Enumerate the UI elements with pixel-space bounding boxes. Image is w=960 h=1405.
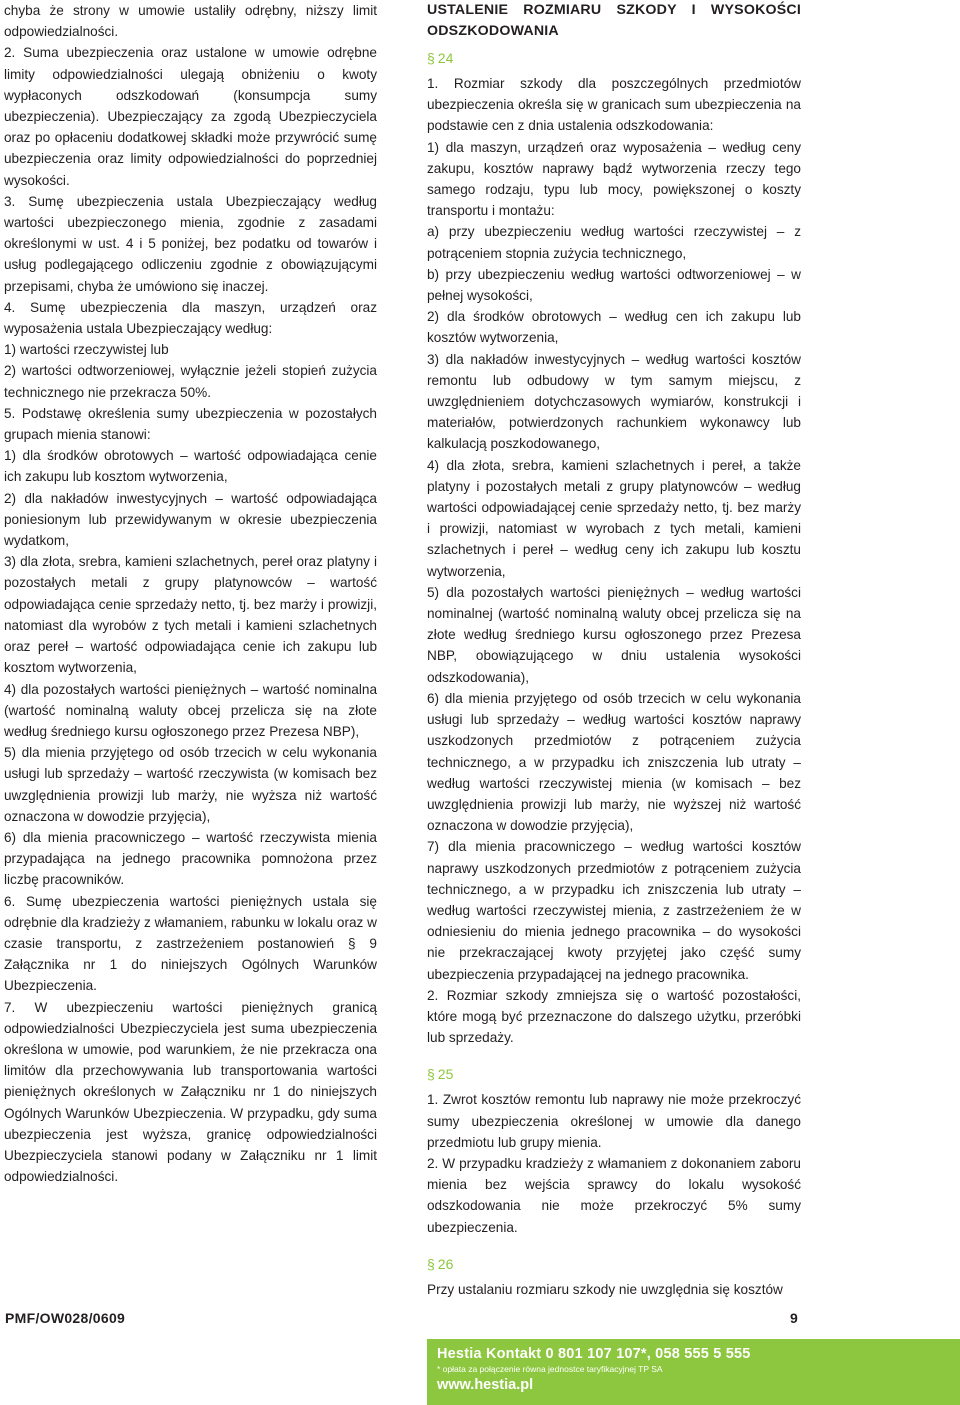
paragraph: 6) dla mienia przyjętego od osób trzecich w celu wykonania usługi lub sprzedaży – według wartości kosztów naprawy uszkodzonych przedmiotów z potrąceniem zużycia technicznego, a w przypadku ich zniszczenia lub utraty – według wartości rzeczywistej mienia (w komisach – bez uwzględnienia prowizji lub marży, nie wyższej niż wartość oznaczona w dowodzie przyjęcia), (427, 690, 801, 834)
paragraph: Przy ustalaniu rozmiaru szkody nie uwzględnia się kosztów (427, 1281, 783, 1297)
paragraph: 4) dla złota, srebra, kamieni szlachetnych i pereł, a także platyny i pozostałych metali z grupy platynowców – według wartości odpowiadającej cenie sprzedaży netto, tj. bez marży i prowizji, natomiast w wyrobach z tych metali, kamieni szlachetnych i pereł – według ceny ich zakupu lub kosztu wytworzenia, (427, 457, 801, 579)
section-mark: § (427, 1255, 435, 1272)
paragraph: 5) dla mienia przyjętego od osób trzecich w celu wykonania usługi lub sprzedaży – wartość rzeczywista (w komisach bez uwzględnienia prowizji lub marży, nie wyższa niż wartość oznaczona w dowodzie przyjęcia), (4, 745, 377, 824)
paragraph: a) przy ubezpieczeniu według wartości rzeczywistej – z potrąceniem stopnia zużycia technicznego, (427, 224, 801, 261)
contact-phone-line: Hestia Kontakt 0 801 107 107*, 058 555 5 555 (437, 1346, 751, 1362)
paragraph: 3) dla nakładów inwestycyjnych – według wartości kosztów remontu lub odbudowy w tym samym miejscu, z uwzględnieniem dotychczasowych wymiarów, konstrukcji i materiałów, potwierdzonych rachunkiem wykonawcy lub kalkulacją poszkodowanego, (427, 351, 801, 452)
paragraph: 5. Podstawę określenia sumy ubezpieczenia w pozostałych grupach mienia stanowi: (4, 405, 377, 443)
paragraph: 1) dla maszyn, urządzeń oraz wyposażenia – według ceny zakupu, kosztów naprawy bądź wytworzenia rzeczy tego samego rodzaju, typu lub mocy, powiększonej o koszty transportu i montażu: (427, 139, 801, 219)
paragraph: 4. Sumę ubezpieczenia dla maszyn, urządzeń oraz wyposażenia ustala Ubezpieczający według: (4, 299, 377, 337)
section-number: 25 (437, 1066, 454, 1083)
paragraph: 1) wartości rzeczywistej lub (4, 342, 169, 358)
contact-banner (427, 1339, 960, 1405)
paragraph: 1. Rozmiar szkody dla poszczególnych przedmiotów ubezpieczenia określa się w granicach sum ubezpieczenia na podstawie cen z dnia ustalenia odszkodowania: (427, 76, 801, 134)
section-number-26 (427, 1254, 801, 1274)
paragraph: 2) dla środków obrotowych – według cen ich zakupu lub kosztów wytworzenia, (427, 309, 801, 346)
section-number: 24 (437, 50, 454, 66)
section-mark: § (427, 1066, 435, 1083)
paragraph: 6. Sumę ubezpieczenia wartości pieniężnych ustala się odrębnie dla kradzieży z włamaniem, rabunku w lokalu oraz w czasie transportu, z zastrzeżeniem postanowień § 9 Załącznika nr 1 do niniejszych Ogólnych Warunków Ubezpieczenia. (4, 893, 377, 994)
paragraph: 1) dla środków obrotowych – wartość odpowiadająca cenie ich zakupu lub kosztom wytworzenia, (4, 448, 377, 485)
page-number: 9 (790, 1310, 798, 1326)
paragraph: b) przy ubezpieczeniu według wartości odtworzeniowej – w pełnej wysokości, (427, 266, 801, 304)
website-link[interactable]: www.hestia.pl (437, 1377, 534, 1393)
paragraph: 5) dla pozostałych wartości pieniężnych – według wartości nominalnej (wartość nominalną waluty obcej przelicza się na złote według średniego kursu ogłoszonego przez Prezesa NBP, obowiązującego w dniu ustalenia wysokości odszkodowania), (427, 584, 801, 685)
section-number-25 (427, 1064, 801, 1084)
contact-note: * opłata za połączenie równa jednostce taryfikacyjnej TP SA (437, 1364, 663, 1374)
paragraph: 2) wartości odtworzeniowej, wyłącznie jeżeli stopień zużycia technicznego nie przekracza 50%. (4, 363, 377, 400)
paragraph: chyba że strony w umowie ustaliły odrębny, niższy limit odpowiedzialności. (4, 3, 377, 40)
paragraph: 2. Suma ubezpieczenia oraz ustalone w umowie odrębne limity odpowiedzialności ulegają obniżeniu o kwoty wypłaconych odszkodowań (konsumpcja sumy ubezpieczenia). Ubezpieczający za zgodą Ubezpieczyciela oraz po opłaceniu dodatkowej składki może przywrócić sumę ubezpieczenia oraz limity odpowiedzialności do poprzedniej wysokości. (4, 45, 377, 188)
paragraph: 4) dla pozostałych wartości pieniężnych – wartość nominalna (wartość nominalną waluty obcej przelicza się na złote według średniego kursu ogłoszonego przez Prezesa NBP), (4, 681, 377, 739)
paragraph: 2) dla nakładów inwestycyjnych – wartość odpowiadająca poniesionym lub przewidywanym w okresie ubezpieczenia wydatkom, (4, 490, 377, 549)
section-mark: § (427, 50, 435, 66)
paragraph: 6) dla mienia pracowniczego – wartość rzeczywista mienia przypadająca na jednego pracownika pomnożona przez liczbę pracowników. (4, 829, 377, 888)
section-number-24 (427, 48, 801, 68)
paragraph: 7) dla mienia pracowniczego – według wartości kosztów naprawy uszkodzonych przedmiotów z potrąceniem zużycia technicznego, a w przypadku ich zniszczenia lub utraty – według wartości rzeczywistej mienia, z zastrzeżeniem że w odniesieniu do mienia jednego pracownika – do wysokości nie przekraczającej kwoty przyjętej jako część sumy ubezpieczenia przypadającej na jednego pracownika. (427, 839, 801, 982)
paragraph: 2. Rozmiar szkody zmniejsza się o wartość pozostałości, które mogą być przeznaczone do dalszego użytku, przeróbki lub sprzedaży. (427, 987, 801, 1046)
paragraph: 1. Zwrot kosztów remontu lub naprawy nie może przekroczyć sumy ubezpieczenia określonej w umowie dla danego przedmiotu lub grupy mienia. (427, 1092, 801, 1150)
right-column (427, 0, 801, 1300)
paragraph: 2. W przypadku kradzieży z włamaniem z dokonaniem zaboru mienia bez wejścia sprawcy do lokalu wysokość odszkodowania nie może przekroczyć 5% sumy ubezpieczenia. (427, 1155, 801, 1235)
section-number: 26 (437, 1255, 454, 1272)
paragraph: 7. W ubezpieczeniu wartości pieniężnych granicą odpowiedzialności Ubezpieczyciela jest suma ubezpieczenia określona w umowie, pod warunkiem, że nie przekracza ona limitów dla przechowywania lub transportowania wartości pieniężnych określonych w Załączniku nr 1 do niniejszych Ogólnych Warunków Ubezpieczenia. W przypadku, gdy suma ubezpieczenia jest wyższa, granicę odpowiedzialności Ubezpieczyciela stanowi podany w Załączniku nr 1 limit odpowiedzialności. (4, 999, 377, 1185)
paragraph: 3. Sumę ubezpieczenia ustala Ubezpieczający według wartości ubezpieczonego mienia, zgodnie z zasadami określonymi w ust. 4 i 5 poniżej, bez podatku od towarów i usług podlegającego odliczeniu zgodnie z obowiązującymi przepisami, chyba że umówiono się inaczej. (4, 193, 377, 294)
section-title: USTALENIE ROZMIARU SZKODY I WYSOKOŚCI ODSZKODOWANIA (427, 2, 801, 39)
left-column (4, 0, 377, 1187)
paragraph: 3) dla złota, srebra, kamieni szlachetnych, pereł oraz platyny i pozostałych metali z grupy platynowców – wartość odpowiadająca cenie sprzedaży netto, tj. bez marży i prowizji, natomiast dla wyrobów z tych metali i kamieni szlachetnych oraz pereł – wartość odpowiadająca cenie ich zakupu lub kosztom wytworzenia, (4, 554, 377, 676)
document-code: PMF/OW028/0609 (5, 1310, 126, 1326)
